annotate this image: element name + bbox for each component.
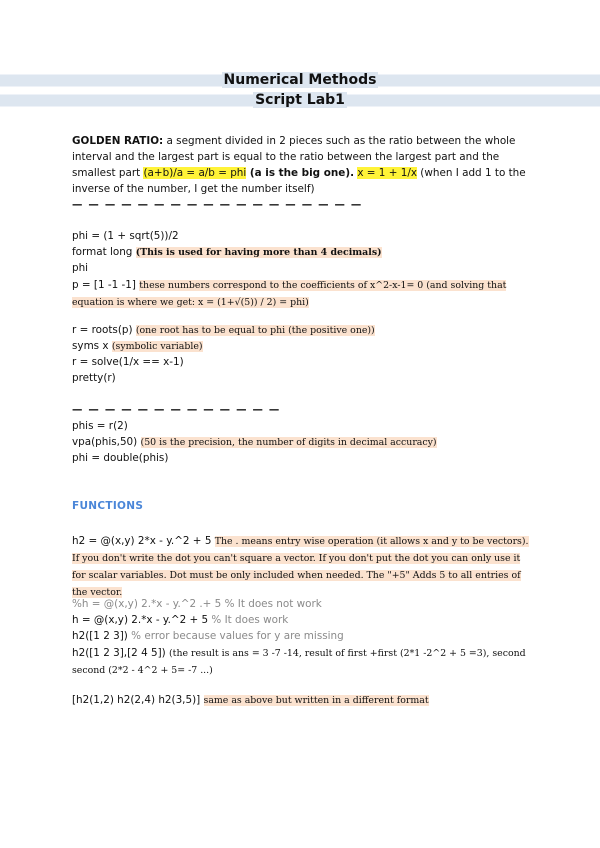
- code-line: h2([1 2 3]) % error because values for y are missing: [72, 630, 344, 642]
- golden-bold-note: (a is the big one).: [246, 167, 355, 179]
- code-comment: %h = @(x,y) 2.*x - y.^2 .+ 5 % It does not work: [72, 598, 322, 610]
- golden-text-2: (when I add 1 to the inverse of the number, I get the number itself): [72, 167, 526, 195]
- code-note: (50 is the precision, the number of digits in decimal accuracy): [140, 437, 437, 448]
- code-line: phi: [72, 262, 89, 274]
- code-line: vpa(phis,50) (50 is the precision, the number of digits in decimal accuracy): [72, 436, 437, 448]
- code-line: phis = r(2): [72, 420, 128, 432]
- code-note: (This is used for having more than 4 decimals): [135, 247, 382, 258]
- golden-ratio-paragraph: [72, 133, 532, 213]
- doc-subtitle: Script Lab1: [0, 92, 600, 108]
- code-line: h = @(x,y) 2.*x - y.^2 + 5 % It does work: [72, 614, 289, 626]
- h2-definition: h2 = @(x,y) 2*x - y.^2 + 5 The . means entry wise operation (it allows x and y to be vectors). If you don't write the dot you can't square a vector. If you don't put the dot you can only use it for scalar variables. Dot must be only included when needed. The "+5" Adds 5 to all entries of the vector.: [72, 535, 529, 598]
- h2-call-with-note: h2([1 2 3],[2 4 5]) (the result is ans = 3 -7 -14, result of first +first (2*1 -2^2 + 5 =3), second second (2*2 - 4^2 + 5= -7 ...): [72, 647, 526, 676]
- code-note: these numbers correspond to the coefficients of x^2-x-1= 0 (and solving that equation is where we get: x = (1+√(5)) / 2) = phi): [72, 280, 507, 308]
- code-line: r = roots(p) (one root has to be equal to phi (the positive one)): [72, 324, 375, 336]
- code-line: r = solve(1/x == x-1): [72, 356, 184, 368]
- code-line: format long (This is used for having more than 4 decimals): [72, 246, 382, 258]
- code-line: phi = (1 + sqrt(5))/2: [72, 230, 179, 242]
- code-line: phi = double(phis): [72, 452, 169, 464]
- doc-title: Numerical Methods: [0, 72, 600, 88]
- code-note: (the result is ans = 3 -7 -14, result of first +first (2*1 -2^2 + 5 =3), second second (2*2 - 4^2 + 5= -7 ...): [72, 648, 526, 676]
- code-note: same as above but written in a different format: [203, 695, 429, 706]
- golden-text-1: a segment divided in 2 pieces such as the ratio between the whole interval and the largest part is equal to the ratio between the largest part and the smallest part: [72, 135, 516, 179]
- code-note: (symbolic variable): [111, 341, 203, 352]
- code-note: (one root has to be equal to phi (the positive one)): [135, 325, 375, 336]
- code-note: The . means entry wise operation (it allows x and y to be vectors). If you don't write the dot you can't square a vector. If you don't put the dot you can only use it for scalar variables. Dot must be only included when needed. The "+5" Adds 5 to all entries of the vector.: [72, 536, 529, 598]
- functions-heading: FUNCTIONS: [72, 500, 144, 512]
- golden-ratio-label: GOLDEN RATIO:: [72, 135, 164, 147]
- code-line: syms x (symbolic variable): [72, 340, 203, 352]
- code-line-with-note: p = [1 -1 -1] these numbers correspond to the coefficients of x^2-x-1= 0 (and solving that equation is where we get: x = (1+√(5)) / 2) = phi): [72, 279, 507, 308]
- separator-dashes: — — — — — — — — — — — — — — — — — —: [72, 199, 363, 211]
- golden-formula-highlight: (a+b)/a = a/b = phi: [143, 167, 247, 179]
- golden-equation-highlight: x = 1 + 1/x: [357, 167, 417, 179]
- code-line: [h2(1,2) h2(2,4) h2(3,5)] same as above but written in a different format: [72, 694, 429, 706]
- code-line: pretty(r): [72, 372, 116, 384]
- separator-dashes: — — — — — — — — — — — — —: [72, 404, 281, 416]
